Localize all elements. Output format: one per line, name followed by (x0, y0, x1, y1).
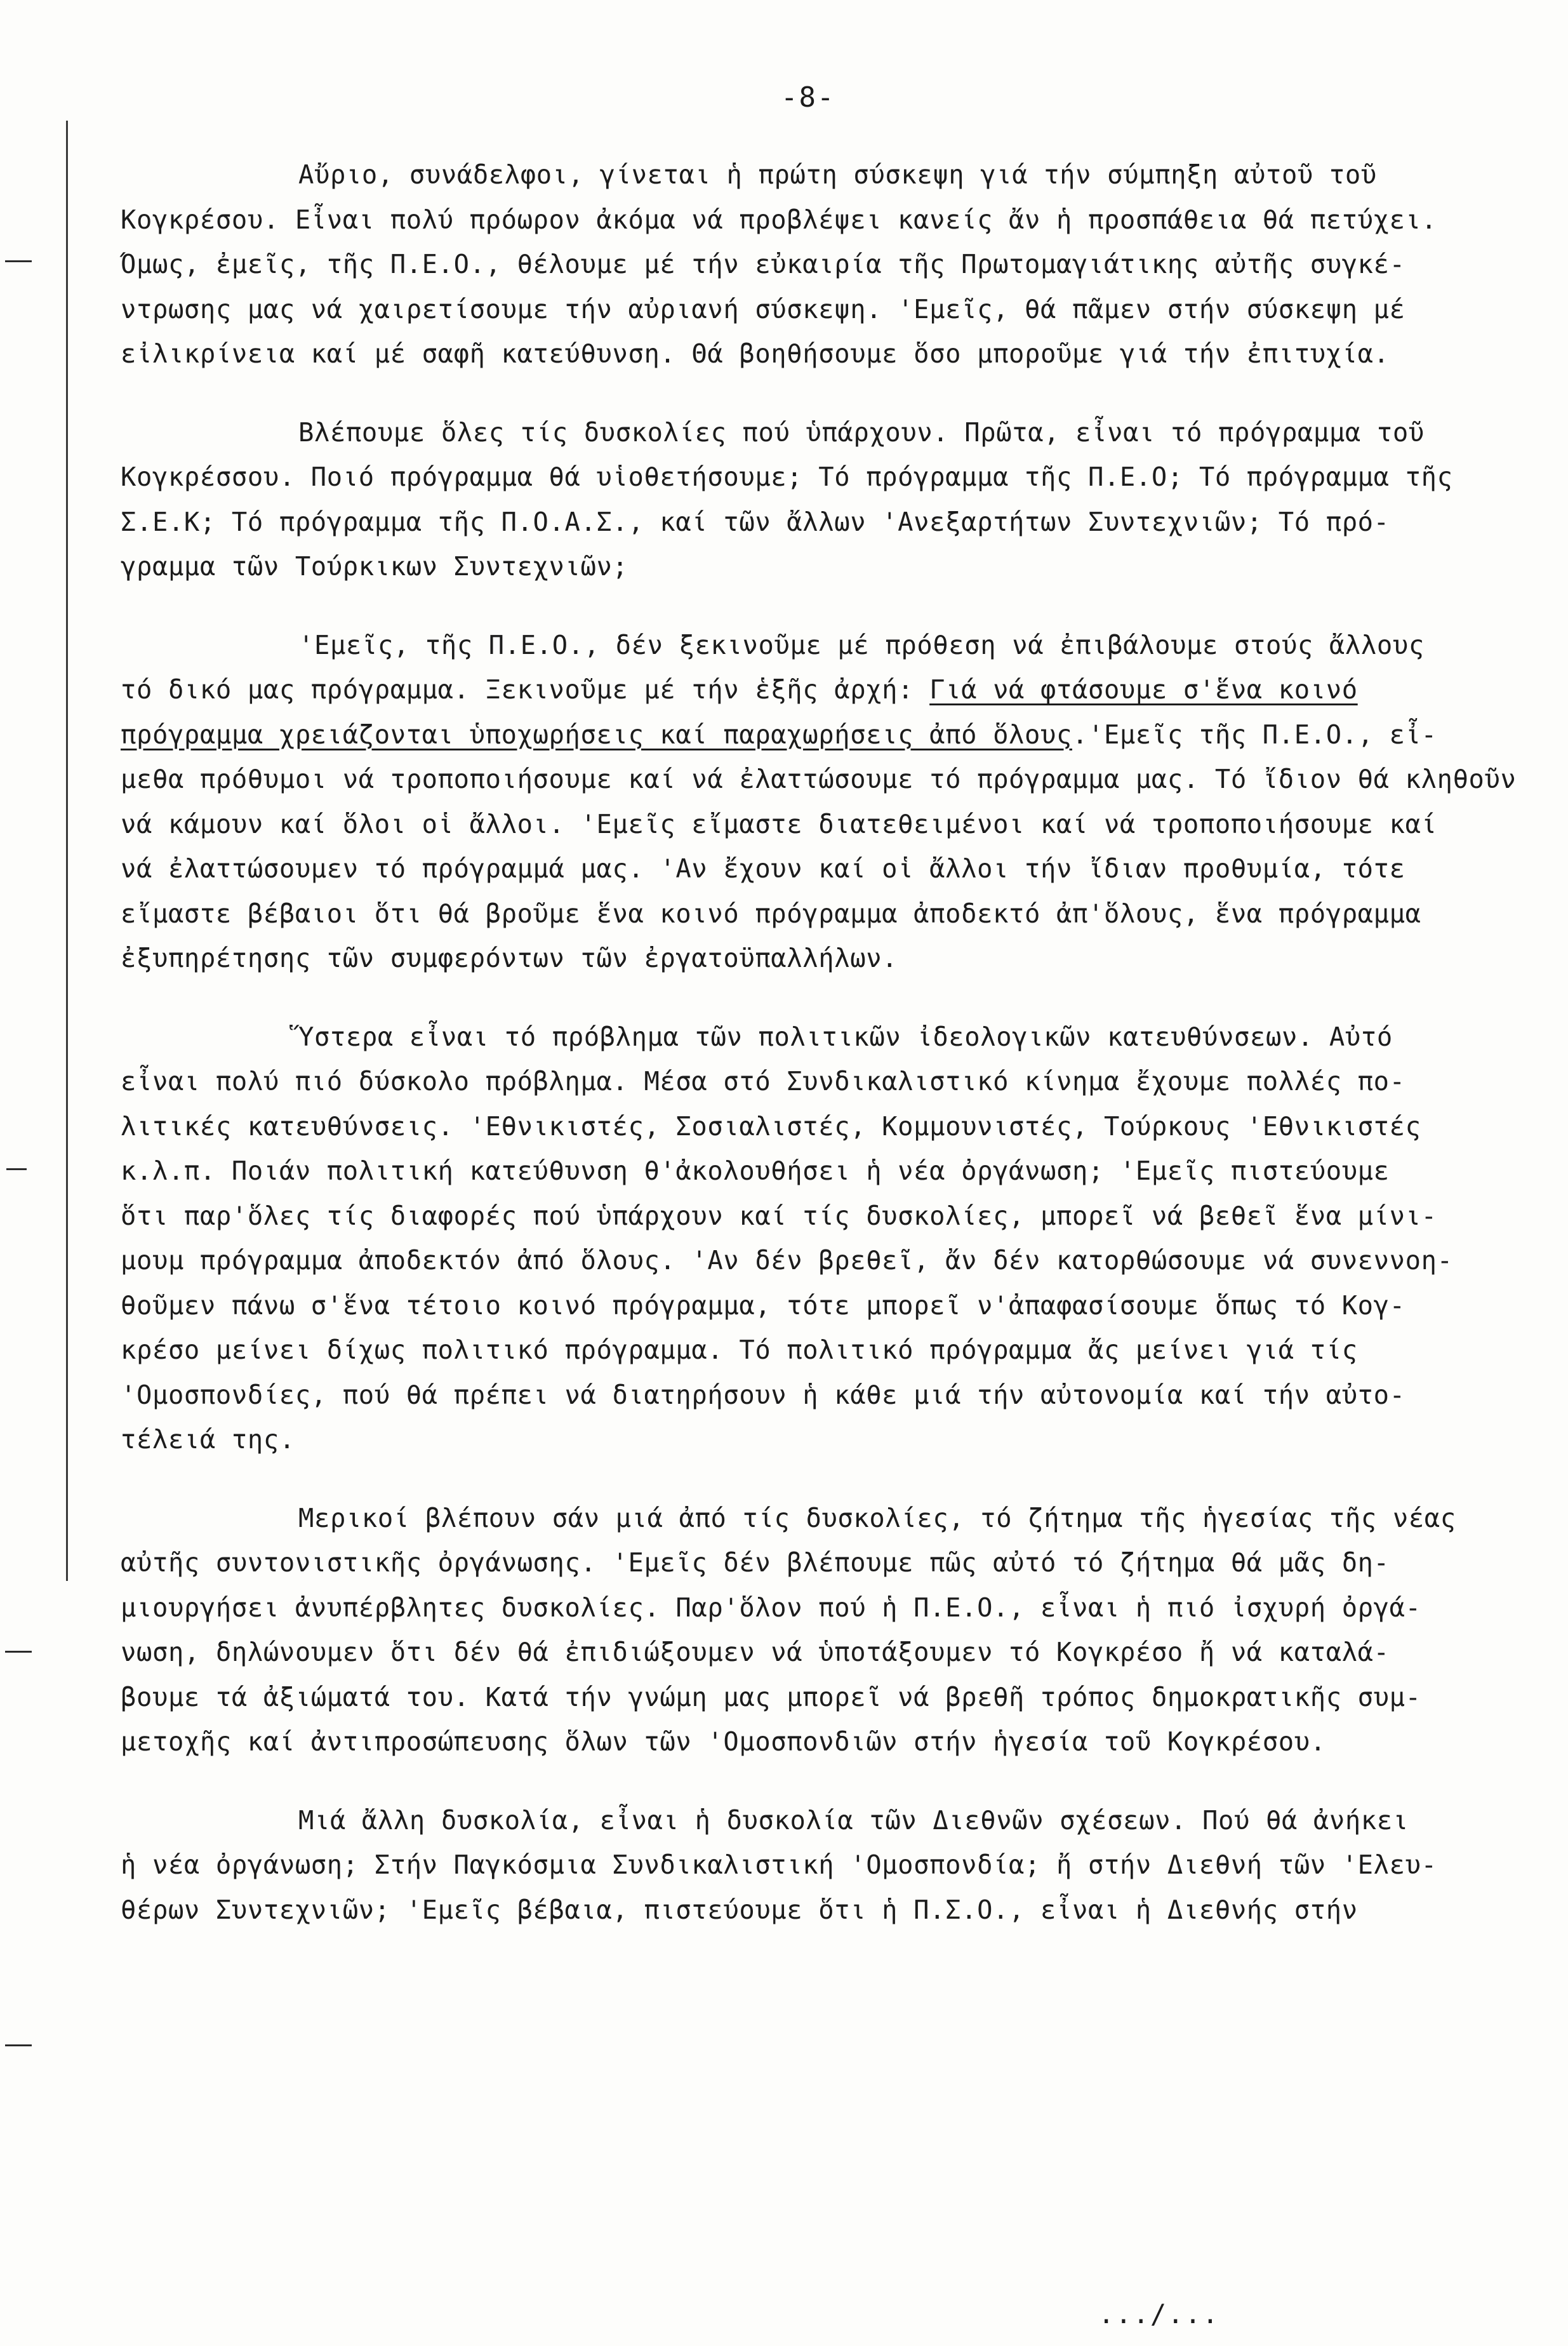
text-line: μουμ πρόγραμμα ἀποδεκτόν ἀπό ὅλους. 'Αν δέν βρεθεῖ, ἄν δέν κατορθώσουμε νά συνεννοη- (121, 1245, 1453, 1276)
text-line: εἰλικρίνεια καί μέ σαφῆ κατεύθυνση. Θά βοηθήσουμε ὅσο μποροῦμε γιά τήν ἐπιτυχία. (121, 338, 1390, 369)
text-line: νωση, δηλώνουμεν ὅτι δέν θά ἐπιδιώξουμεν νά ὑποτάξουμεν τό Κογκρέσο ἤ νά καταλά- (121, 1637, 1390, 1667)
text-line: κρέσο μείνει δίχως πολιτικό πρόγραμμα. Τό πολιτικό πρόγραμμα ἄς μείνει γιά τίς (121, 1335, 1358, 1365)
text-line: εἴμαστε βέβαιοι ὅτι θά βροῦμε ἕνα κοινό πρόγραμμα ἀποδεκτό ἀπ'ὅλους, ἕνα πρόγραμμα (121, 898, 1421, 929)
text-line: ντρωσης μας νά χαιρετίσουμε τήν αὐριανή σύσκεψη. 'Εμεῖς, θά πᾶμεν στήν σύσκεψη μέ (121, 293, 1405, 324)
paragraph (121, 1015, 1466, 1462)
text-line: κ.λ.π. Ποιάν πολιτική κατεύθυνση θ'ἀκολουθήσει ἡ νέα ὀργάνωση; 'Εμεῖς πιστεύουμε (121, 1156, 1390, 1186)
text-line: αὐτῆς συντονιστικῆς ὀργάνωσης. 'Εμεῖς δέν βλέπουμε πῶς αὐτό τό ζήτημα θά μᾶς δη- (121, 1547, 1390, 1578)
text-line: θέρων Συντεχνιῶν; 'Εμεῖς βέβαια, πιστεύουμε ὅτι ἡ Π.Σ.Ο., εἶναι ἡ Διεθνής στήν (121, 1894, 1358, 1925)
text-line: γραμμα τῶν Τούρκικων Συντεχνιῶν; (121, 551, 628, 582)
margin-mark (5, 260, 32, 262)
underlined-phrase: Γιά νά φτάσουμε σ'ἕνα κοινό (929, 674, 1358, 705)
page-number: -8- (781, 81, 835, 114)
paragraph (121, 1496, 1466, 1764)
text-line: Βλέπουμε ὅλες τίς δυσκολίες πού ὑπάρχουν. Πρῶτα, εἶναι τό πρόγραμμα τοῦ (298, 417, 1425, 448)
document-body (121, 152, 1517, 1966)
text-line (121, 667, 1466, 712)
text-line: Κογκρέσου. Εἶναι πολύ πρόωρον ἀκόμα νά προβλέψει κανείς ἄν ἡ προσπάθεια θά πετύχει. (121, 204, 1437, 235)
left-edge-rule (66, 121, 68, 1581)
text-line: ἐξυπηρέτησης τῶν συμφερόντων τῶν ἐργατοϋπαλλήλων. (121, 943, 898, 973)
text-line: τέλειά της. (121, 1424, 295, 1455)
text-line: λιτικές κατευθύνσεις. 'Εθνικιστές, Σοσιαλιστές, Κομμουνιστές, Τούρκους 'Εθνικιστές (121, 1110, 1421, 1142)
text-line: μετοχῆς καί ἀντιπροσώπευσης ὅλων τῶν 'Ομοσπονδιῶν στήν ἡγεσία τοῦ Κογκρέσου. (121, 1726, 1326, 1757)
text-segment: .'Εμεῖς τῆς Π.Ε.Ο., εἶ- (1072, 719, 1437, 750)
text-line: Αὔριο, συνάδελφοι, γίνεται ἡ πρώτη σύσκεψη γιά τήν σύμπηξη αὐτοῦ τοῦ (298, 159, 1377, 190)
text-line: Όμως, ἐμεῖς, τῆς Π.Ε.Ο., θέλουμε μέ τήν εὐκαιρία τῆς Πρωτομαγιάτικης αὐτῆς συγκέ- (121, 249, 1405, 279)
text-line: βουμε τά ἀξιώματά του. Κατά τήν γνώμη μας μπορεῖ νά βρεθῆ τρόπος δημοκρατικῆς συμ- (121, 1681, 1421, 1712)
text-line: μιουργήσει ἀνυπέρβλητες δυσκολίες. Παρ'ὅλον πού ἡ Π.Ε.Ο., εἶναι ἡ πιό ἰσχυρή ὀργά- (121, 1592, 1421, 1623)
text-line: Μιά ἄλλη δυσκολία, εἶναι ἡ δυσκολία τῶν Διεθνῶν σχέσεων. Πού θά ἀνήκει (298, 1804, 1409, 1836)
paragraph (121, 410, 1466, 589)
text-segment: τό δικό μας πρόγραμμα. Ξεκινοῦμε μέ τήν ἑξῆς ἀρχή: (121, 674, 930, 705)
continuation-mark: .../... (1098, 2298, 1220, 2329)
margin-mark (6, 1168, 27, 1170)
text-line (121, 712, 1466, 757)
text-line: θοῦμεν πάνω σ'ἕνα τέτοιο κοινό πρόγραμμα, τότε μπορεῖ ν'ἀπαφασίσουμε ὅπως τό Κογ- (121, 1290, 1405, 1321)
paragraph (121, 623, 1517, 981)
text-line: 'Ομοσπονδίες, πού θά πρέπει νά διατηρήσουν ἡ κάθε μιά τήν αὐτονομία καί τήν αὐτο- (121, 1379, 1405, 1410)
text-line: ὅτι παρ'ὅλες τίς διαφορές πού ὑπάρχουν καί τίς δυσκολίες, μπορεῖ νά βεθεῖ ἕνα μίνι- (121, 1200, 1437, 1231)
margin-mark (5, 1651, 32, 1653)
text-line: ἡ νέα ὀργάνωση; Στήν Παγκόσμια Συνδικαλιστική 'Ομοσπονδία; ἤ στήν Διεθνή τῶν 'Ελευ- (121, 1849, 1437, 1880)
text-line: Κογκρέσσου. Ποιό πρόγραμμα θά υἱοθετήσουμε; Τό πρόγραμμα τῆς Π.Ε.Ο; Τό πρόγραμμα τῆς (121, 462, 1453, 492)
text-line: 'Εμεῖς, τῆς Π.Ε.Ο., δέν ξεκινοῦμε μέ πρόθεση νά ἐπιβάλουμε στούς ἄλλους (298, 629, 1425, 660)
text-line: νά ἐλαττώσουμεν τό πρόγραμμά μας. 'Αν ἔχουν καί οἱ ἄλλοι τήν ἴδιαν προθυμία, τότε (121, 853, 1405, 884)
underlined-phrase: πρόγραμμα χρειάζονται ὑποχωρήσεις καί παραχωρήσεις ἀπό ὅλους (121, 719, 1072, 750)
paragraph (121, 1798, 1466, 1933)
text-line: μεθα πρόθυμοι νά τροποποιήσουμε καί νά ἐλαττώσουμε τό πρόγραμμα μας. Τό ἴδιον θά κληθοῦν (121, 764, 1517, 794)
text-line: εἶναι πολύ πιό δύσκολο πρόβλημα. Μέσα στό Συνδικαλιστικό κίνημα ἔχουμε πολλές πο- (121, 1066, 1405, 1096)
text-line: νά κάμουν καί ὅλοι οἱ ἄλλοι. 'Εμεῖς εἴμαστε διατεθειμένοι καί νά τροποποιήσουμε καί (121, 808, 1437, 839)
margin-mark (5, 2044, 32, 2046)
text-line: Σ.Ε.Κ; Τό πρόγραμμα τῆς Π.Ο.Α.Σ., καί τῶν ἄλλων 'Ανεξαρτήτων Συντεχνιῶν; Τό πρό- (121, 506, 1390, 537)
text-line: Μερικοί βλέπουν σάν μιά ἀπό τίς δυσκολίες, τό ζήτημα τῆς ἡγεσίας τῆς νέας (298, 1502, 1456, 1533)
paragraph (121, 152, 1466, 377)
text-line: Ὕστερα εἶναι τό πρόβλημα τῶν πολιτικῶν ἰδεολογικῶν κατευθύνσεων. Αὐτό (298, 1021, 1393, 1052)
